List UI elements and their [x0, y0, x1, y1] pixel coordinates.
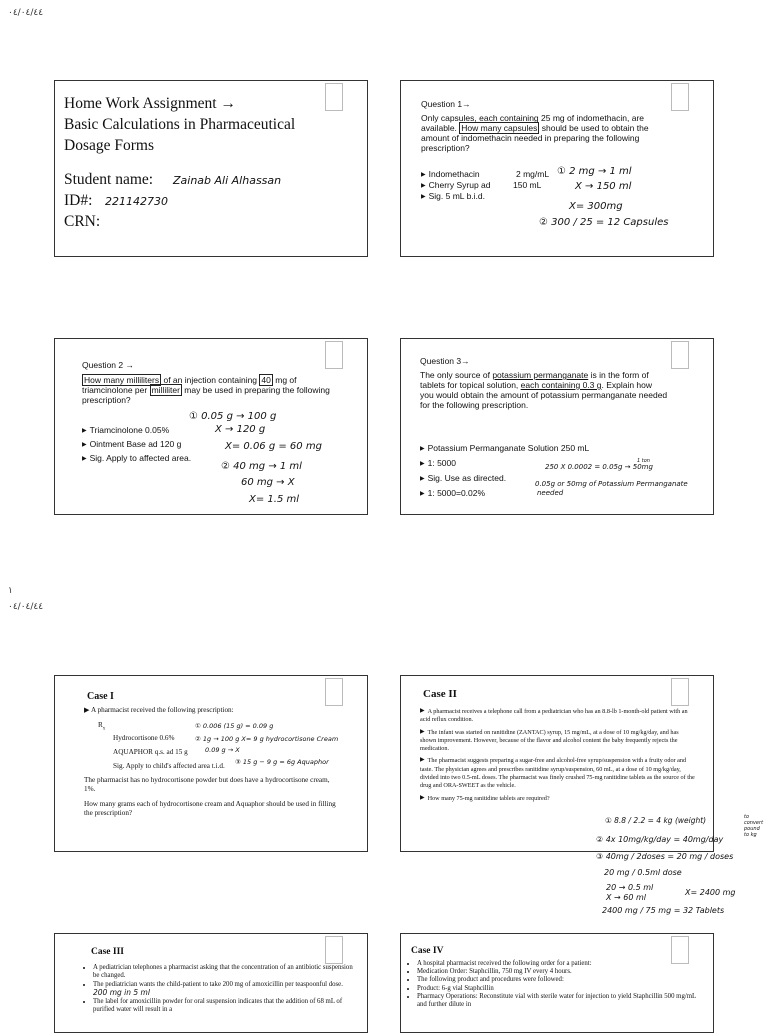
prescription-item: ▶ Sig. 5 mL b.i.d.: [421, 191, 551, 202]
rx-line-1: Hydrocortisone 0.6%: [113, 734, 175, 742]
question-title: Question 3→: [420, 356, 470, 366]
slide-question-1: [400, 80, 714, 257]
handwritten-step-5b: X → 60 ml: [606, 893, 647, 902]
prescription-item: ▶ Potassium Permanganate Solution 250 mL: [420, 443, 589, 454]
case-item-list: [420, 707, 696, 803]
page-number: ١: [8, 586, 13, 596]
slide-corner-marker: [671, 341, 689, 369]
handwritten-result-b: needed: [537, 489, 564, 497]
case-item: • Product: 6-g vial Staphcillin: [417, 985, 697, 993]
handwritten-step-1b: X → 150 ml: [575, 181, 632, 192]
case-title: Case II: [423, 688, 457, 700]
prescription-list: [421, 169, 551, 202]
prescription-list: [420, 443, 589, 499]
case-item-list: [83, 964, 355, 1015]
handwritten-step-1: ① 0.05 g → 100 g: [189, 411, 277, 422]
handwritten-final: 2400 mg / 75 mg = 32 Tablets: [602, 906, 725, 915]
question-title: Question 2 →: [82, 360, 134, 370]
student-name-label: Student name:: [64, 171, 154, 188]
handwritten-result-2: X= 1.5 ml: [249, 494, 300, 505]
slide-question-2: [54, 338, 368, 515]
case-title: Case III: [91, 947, 124, 957]
handwritten-step-4: 20 mg / 0.5ml dose: [604, 868, 682, 877]
handwritten-result-1: X= 0.06 g = 60 mg: [225, 441, 322, 452]
prescription-item: ▶ Cherry Syrup ad 150 mL: [421, 180, 551, 191]
rx-line-2: AQUAPHOR q.s. ad 15 g: [113, 748, 188, 756]
slide-case-3: [54, 933, 368, 1033]
slide-case-1: [54, 675, 368, 852]
handwritten-margin-note: to convert pound to kg: [744, 814, 764, 838]
prescription-item: ▶ Indomethacin 2 mg/mL: [421, 169, 551, 180]
prescription-item: ▶ Triamcinolone 0.05%: [82, 425, 191, 436]
assignment-subtitle-2: Dosage Forms: [64, 137, 154, 154]
case-title: Case I: [87, 691, 114, 702]
handwritten-step-2b: 60 mg → X: [241, 477, 295, 488]
case-paragraph-1: The pharmacist has no hydrocortisone powder but does have a hydrocortisone cream, 1%.: [84, 776, 330, 793]
handwritten-step-2: ② 4x 10mg/kg/day = 40mg/day: [596, 835, 724, 844]
handwritten-step-1: ① 8.8 / 2.2 = 4 kg (weight): [605, 816, 707, 825]
question-text: How many milliliters of an injection containing 40 mg of triamcinolone per milliliter may be used in preparing the following prescription?: [82, 375, 330, 405]
id-label: ID#:: [64, 192, 93, 209]
slide-case-4: [400, 933, 714, 1033]
slide-corner-marker: [671, 678, 689, 706]
prescription-item: ▶ Ointment Base ad 120 g: [82, 439, 191, 450]
handwritten-result: X= 2400 mg: [685, 888, 736, 897]
slide-corner-marker: [325, 936, 343, 964]
prescription-item: ▶ 1: 5000=0.02%: [420, 488, 589, 499]
rx-symbol: $R_x$: [98, 721, 106, 732]
prescription-list: [82, 425, 191, 464]
handwritten-step-2: ② 1g → 100 g X= 9 g hydrocortisone Cream: [195, 735, 339, 743]
handwritten-step-1: 250 X 0.0002 = 0.05g → 50mg: [545, 463, 653, 471]
case-item: ▶ A pharmacist receives a telephone call from a pediatrician who has an 8.8-lb 1-month-old patient with an acid reflux condition.: [420, 707, 696, 725]
handwritten-step-2: ② 300 / 25 = 12 Capsules: [539, 217, 669, 228]
handwritten-result-1: X= 300mg: [569, 201, 623, 212]
case-item: ▶ How many 75-mg ranitidine tablets are required?: [420, 794, 696, 803]
handwritten-step-3: ③ 40mg / 2doses = 20 mg / doses: [596, 852, 734, 861]
assignment-title: Home Work Assignment →: [64, 95, 236, 112]
handwritten-step-1b: X → 120 g: [215, 424, 266, 435]
handwritten-step-1: ① 2 mg → 1 ml: [557, 166, 632, 177]
case-item: • Pharmacy Operations: Reconstitute vial with sterile water for injection to yield Staphcillin 500 mg/mL and further dilute in: [417, 993, 697, 1009]
slide-corner-marker: [671, 83, 689, 111]
question-text: Only capsules, each containing 25 mg of indomethacin, are available. How many capsules should be used to obtain the amount of indomethacin needed in preparing the following prescription?: [421, 113, 649, 153]
case-title: Case IV: [411, 946, 444, 956]
case-item: ▶ The infant was started on ranitidine (ZANTAC) syrup, 15 mg/mL, at a dose of 10 mg/kg/day, and has shown improvement. However, because of the flavor and alcohol content the baby frequently rejects the medication.: [420, 728, 696, 754]
case-item: • The following product and procedures were followed:: [417, 976, 697, 984]
handwritten-note: 200 mg in 5 ml: [93, 987, 150, 997]
case-paragraph-2: How many grams each of hydrocortisone cream and Aquaphor should be used in filling the prescription?: [84, 800, 336, 817]
handwritten-step-5: 20 → 0.5 ml: [606, 883, 654, 892]
slide-corner-marker: [325, 678, 343, 706]
handwritten-step-3: ③ 15 g − 9 g = 6g Aquaphor: [235, 758, 329, 766]
case-item: • The label for amoxicillin powder for oral suspension indicates that the addition of 68 mL of purified water will result in a: [93, 998, 355, 1015]
slide-question-3: [400, 338, 714, 515]
slide-case-2: [400, 675, 714, 852]
page-date-header: ٠٤/٠٤/٤٤: [8, 8, 44, 18]
prescription-item: ▶ Sig. Use as directed.: [420, 473, 589, 484]
prescription-item: ▶ Sig. Apply to affected area.: [82, 453, 191, 464]
question-title: Question 1→: [421, 99, 471, 109]
handwritten-step-2: ② 40 mg → 1 ml: [221, 461, 302, 472]
case-item: ▶ The pharmacist suggests preparing a sugar-free and alcohol-free syrup/suspension with a fruity odor and taste. The physician agrees and prescribes ranitidine syrup/suspension, 60 mL, at a dose of 10 mg/kg/day, divided into two 0.5-mL doses. The pharmacist was finely crushed 75-mg ranitidine tablets as the source of the drug and ORA-SWEET as the vehicle.: [420, 756, 696, 790]
handwritten-step-2b: 0.09 g → X: [205, 746, 240, 754]
handwritten-result: 0.05g or 50mg of Potassium Permanganate: [535, 480, 688, 488]
assignment-subtitle-1: Basic Calculations in Pharmaceutical: [64, 116, 296, 133]
id-value: 221142730: [105, 195, 168, 208]
prescription-item: ▶ 1: 5000: [420, 458, 589, 469]
question-text: The only source of potassium permanganate is in the form of tablets for topical solution, each containing 0.3 g. Explain how you would obtain the amount of potassium permanganate needed for the following prescription.: [420, 370, 668, 410]
slide-corner-marker: [325, 341, 343, 369]
case-intro: ▶ A pharmacist received the following prescription:: [84, 706, 234, 714]
case-item: • The pediatrician wants the child-patient to take 200 mg of amoxicillin per teaspoonful dose. 200 mg in 5 ml: [93, 981, 355, 999]
page-date-header-2: ٠٤/٠٤/٤٤: [8, 602, 44, 612]
case-item: • A hospital pharmacist received the following order for a patient:: [417, 960, 697, 968]
case-item: • Medication Order: Staphcillin, 750 mg IV every 4 hours.: [417, 968, 697, 976]
case-item-list: [407, 960, 697, 1009]
handwritten-note: 1 ton: [637, 458, 650, 464]
student-name-value: Zainab Ali Alhassan: [173, 174, 282, 187]
handwritten-step-1: ① 0.006 (15 g) = 0.09 g: [195, 722, 274, 730]
rx-line-3: Sig. Apply to child's affected area t.i.d.: [113, 762, 225, 770]
crn-label: CRN:: [64, 213, 101, 230]
slide-title: [54, 80, 368, 257]
case-item: • A pediatrician telephones a pharmacist asking that the concentration of an antibiotic suspension be changed.: [93, 964, 355, 981]
